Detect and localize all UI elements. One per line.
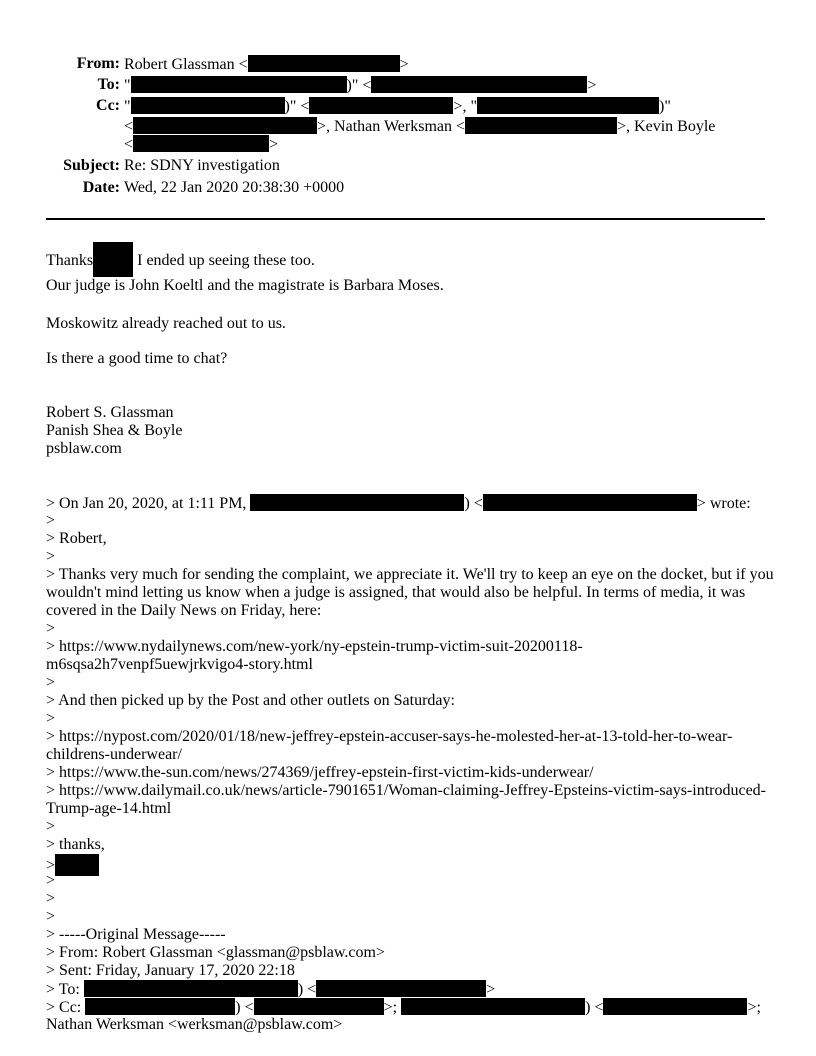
redaction: [131, 76, 347, 93]
redaction: [250, 494, 464, 511]
cc-value-line1: " )" < >, " )": [124, 98, 671, 115]
body-line-judge: Our judge is John Koeltl and the magistrate is Barbara Moses.: [46, 277, 444, 294]
quote-url-thesun: > https://www.the-sun.com/news/274369/jeffrey-epstein-first-victim-kids-underwear/: [46, 764, 594, 781]
cc-label: Cc:: [96, 97, 120, 114]
redaction: [93, 242, 133, 277]
from-value: Robert Glassman < >: [124, 56, 409, 73]
date-label: Date:: [82, 179, 120, 196]
redaction: [401, 998, 585, 1015]
cc-value-line2: < >, Nathan Werksman < >, Kevin Boyle: [124, 118, 716, 135]
quote-line: > thanks,: [46, 836, 105, 853]
redaction: [477, 97, 659, 114]
quote-line: >: [46, 620, 56, 637]
subject-value: Re: SDNY investigation: [124, 157, 280, 174]
redaction: [248, 55, 400, 72]
quote-original-message: > -----Original Message-----: [46, 926, 226, 943]
redaction: [603, 998, 747, 1015]
redaction: [465, 117, 617, 134]
redaction: [309, 97, 453, 114]
redaction: [133, 135, 269, 152]
quote-from: > From: Robert Glassman <glassman@psblaw.com>: [46, 944, 385, 961]
redaction: [133, 117, 317, 134]
redaction: [85, 998, 235, 1015]
header-divider: [46, 218, 765, 220]
quote-line: >: [46, 710, 56, 727]
quote-url-nydailynews: > https://www.nydailynews.com/new-york/ny-epstein-trump-victim-suit-20200118-m6sqsa2h7venpf5uewjrkvigo4-story.html: [46, 638, 583, 673]
signature-website: psblaw.com: [46, 440, 122, 457]
to-value: " )" < >: [124, 77, 597, 94]
from-label: From:: [76, 55, 120, 72]
quote-cc: > Cc: ) < >; ) < >;: [46, 999, 761, 1016]
quote-line: >: [46, 908, 56, 925]
body-line-chat: Is there a good time to chat?: [46, 350, 228, 367]
quote-cc-continued: Nathan Werksman <werksman@psblaw.com>: [46, 1016, 343, 1033]
to-label: To:: [97, 76, 120, 93]
redaction: [371, 76, 587, 93]
signature-name: Robert S. Glassman: [46, 404, 174, 421]
quote-line: >: [46, 674, 56, 691]
quote-sent: > Sent: Friday, January 17, 2020 22:18: [46, 962, 295, 979]
quote-attribution: > On Jan 20, 2020, at 1:11 PM, ) < > wrote:: [46, 495, 751, 512]
subject-label: Subject:: [63, 157, 120, 174]
body-line-thanks: Thanks I ended up seeing these too.: [46, 242, 315, 277]
redaction: [254, 998, 384, 1015]
quote-line: > And then picked up by the Post and other outlets on Saturday:: [46, 692, 455, 709]
date-value: Wed, 22 Jan 2020 20:38:30 +0000: [124, 179, 345, 196]
quote-signoff: >: [46, 854, 99, 876]
redaction: [316, 980, 486, 997]
redaction: [55, 854, 99, 876]
quote-line: > Robert,: [46, 530, 107, 547]
quote-line: >: [46, 512, 56, 529]
quote-line: >: [46, 818, 56, 835]
cc-value-line3: < >: [124, 136, 279, 153]
redaction: [131, 97, 285, 114]
body-line-moskowitz: Moskowitz already reached out to us.: [46, 315, 286, 332]
quote-url-nypost: > https://nypost.com/2020/01/18/new-jeffrey-epstein-accuser-says-he-molested-her-at-13-told-her-to-wear-childrens-underwear/: [46, 728, 733, 763]
quote-line: >: [46, 548, 56, 565]
signature-firm: Panish Shea & Boyle: [46, 422, 183, 439]
quote-to: > To: ) < >: [46, 981, 496, 998]
quote-line: >: [46, 890, 56, 907]
redaction: [84, 980, 298, 997]
quote-line: >: [46, 872, 56, 889]
quote-url-dailymail: > https://www.dailymail.co.uk/news/article-7901651/Woman-claiming-Jeffrey-Epsteins-victim-says-introduced-Trump-age-14.html: [46, 782, 766, 817]
quote-paragraph: > Thanks very much for sending the complaint, we appreciate it. We'll try to keep an eye on the docket, but if you wouldn't mind letting us know when a judge is assigned, that would also be helpful. In terms of media, it was covered in the Daily News on Friday, here:: [46, 566, 774, 619]
redaction: [483, 494, 697, 511]
